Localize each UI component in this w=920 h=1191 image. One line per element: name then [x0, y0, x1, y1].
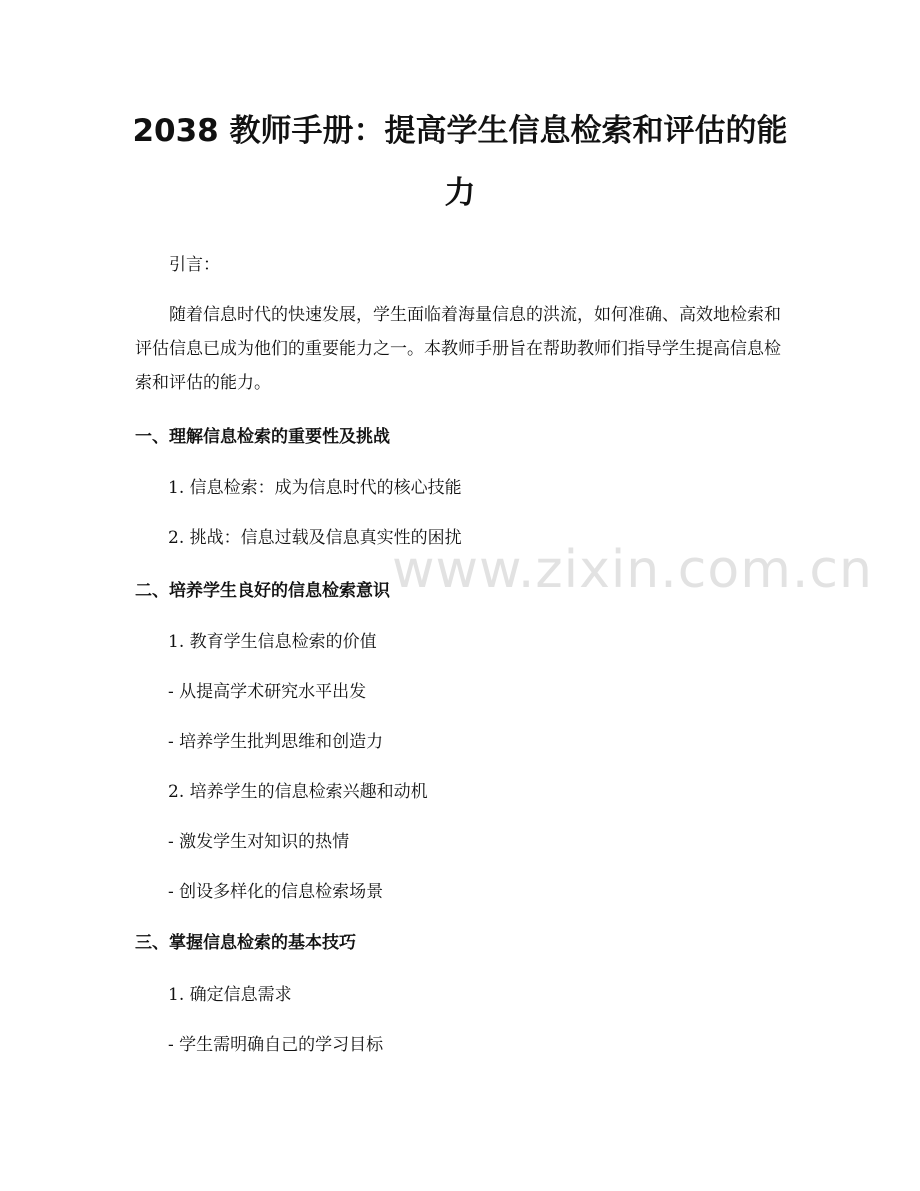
list-item: 1. 教育学生信息检索的价值	[168, 632, 377, 652]
intro-paragraph: 随着信息时代的快速发展，学生面临着海量信息的洪流，如何准确、高效地检索和评估信息已成为他们的重要能力之一。本教师手册旨在帮助教师们指导学生提高信息检索和评估的能力。	[135, 305, 781, 393]
page-title: 2038 教师手册：提高学生信息检索和评估的能力	[132, 113, 788, 211]
list-item: - 学生需明确自己的学习目标	[168, 1035, 384, 1055]
section-heading: 三、掌握信息检索的基本技巧	[135, 933, 356, 953]
list-item: 1. 确定信息需求	[168, 985, 292, 1005]
section-heading: 一、理解信息检索的重要性及挑战	[135, 427, 390, 447]
list-item: - 激发学生对知识的热情	[168, 832, 350, 852]
list-item: 1. 信息检索：成为信息时代的核心技能	[168, 478, 462, 498]
list-item: - 从提高学术研究水平出发	[168, 682, 367, 702]
list-item: 2. 挑战：信息过载及信息真实性的困扰	[168, 528, 462, 548]
list-item: - 培养学生批判思维和创造力	[168, 732, 384, 752]
list-item: - 创设多样化的信息检索场景	[168, 882, 384, 902]
list-item: 2. 培养学生的信息检索兴趣和动机	[168, 782, 428, 802]
intro-label: 引言：	[169, 255, 220, 275]
section-heading: 二、培养学生良好的信息检索意识	[135, 581, 390, 601]
watermark: www.zixin.com.cn	[392, 540, 873, 600]
